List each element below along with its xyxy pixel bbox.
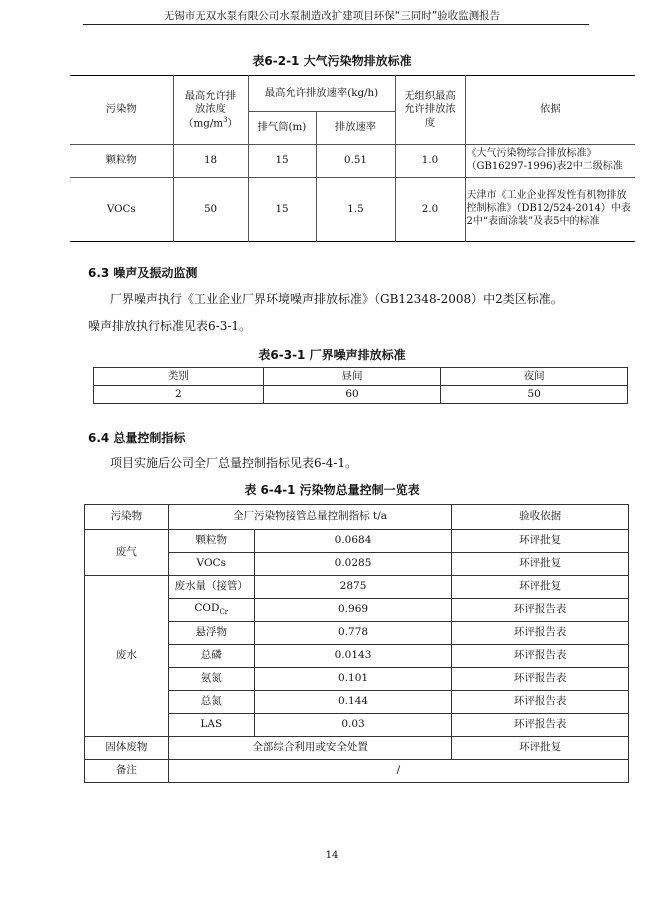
- section-6-4-para: 项目实施后公司全厂总量控制指标见表6-4-1。: [110, 456, 358, 470]
- table-row: 氨氮 0.101 环评报告表: [85, 668, 629, 691]
- col-unorganized: 无组织最高 允许排放浓 度: [395, 76, 465, 145]
- header-divider: [83, 24, 589, 25]
- total-control-table: 污染物 全厂污染物接管总量控制指标 t/a 验收依据 废气 颗粒物 0.0684 环评批复 VOCs 0.0285 环评批复 废水 废水量（接管） 2875 环评批复 $COD_{Cr}$ 0.969 环评报告表 悬浮物 0.778 环评报告表 总磷 0.0143 环评报告表 氨氮 0.101 环评报告表 总氮 0.144 环评报告表 LAS 0.03 环评报告表 固体废物 全部综合利用或安全处置 环评批复 备注 /: [84, 504, 629, 783]
- col-max-conc: 最高允许排 放浓度 $(mg/m^3)$: [173, 76, 248, 145]
- table-row: 固体废物 全部综合利用或安全处置 环评批复: [85, 737, 629, 760]
- table-row: 备注 /: [85, 760, 629, 783]
- table1-caption: 表6-2-1 大气污染物排放标准: [252, 54, 412, 68]
- table-row: VOCs 0.0285 环评批复: [85, 553, 629, 576]
- report-header: 无锡市无双水泵有限公司水泵制造改扩建项目环保“三同时”验收监测报告: [163, 10, 501, 22]
- air-emission-table: [70, 75, 635, 242]
- section-6-3-para2: 噪声排放执行标准见表6-3-1。: [88, 319, 252, 333]
- section-6-3-heading: 6.3 噪声及振动监测: [88, 266, 198, 280]
- table-row: 总磷 0.0143 环评报告表: [85, 645, 629, 668]
- table-row: 废气 颗粒物 0.0684 环评批复: [85, 530, 629, 553]
- table-row: 悬浮物 0.778 环评报告表: [85, 622, 629, 645]
- table3-caption: 表 6-4-1 污染物总量控制一览表: [244, 483, 420, 497]
- section-6-4-heading: 6.4 总量控制指标: [88, 431, 186, 445]
- col-rate: 排放速率: [316, 112, 395, 145]
- col-max-rate: 最高允许排放速率(kg/h): [248, 76, 395, 112]
- page-number: 14: [325, 850, 339, 861]
- table2-caption: 表6-3-1 厂界噪声排放标准: [258, 348, 406, 362]
- table-row: 2 60 50: [94, 386, 628, 404]
- col-stack: 排气筒(m): [248, 112, 316, 145]
- noise-standard-table: 类别 昼间 夜间 2 60 50: [93, 367, 628, 404]
- table-row: $COD_{Cr}$ 0.969 环评报告表: [85, 599, 629, 622]
- table-row: VOCs 50 15 1.5 2.0 天津市《工业企业挥发性有机物排放控制标准》（DB12/524-2014）中表2中“表面涂装”及表5中的标准: [70, 178, 635, 242]
- table-row: LAS 0.03 环评报告表: [85, 714, 629, 737]
- col-pollutant: 污染物: [70, 76, 173, 145]
- section-6-3-para1: 厂界噪声执行《工业企业厂界环境噪声排放标准》（GB12348-2008）中2类区标准。: [110, 292, 563, 306]
- table-row: 颗粒物 18 15 0.51 1.0 《大气污染物综合排放标准》（GB16297-1996)表2中二级标准: [70, 145, 635, 178]
- table-row: 总氮 0.144 环评报告表: [85, 691, 629, 714]
- col-basis: 依据: [465, 76, 635, 145]
- table-row: 废水 废水量（接管） 2875 环评批复: [85, 576, 629, 599]
